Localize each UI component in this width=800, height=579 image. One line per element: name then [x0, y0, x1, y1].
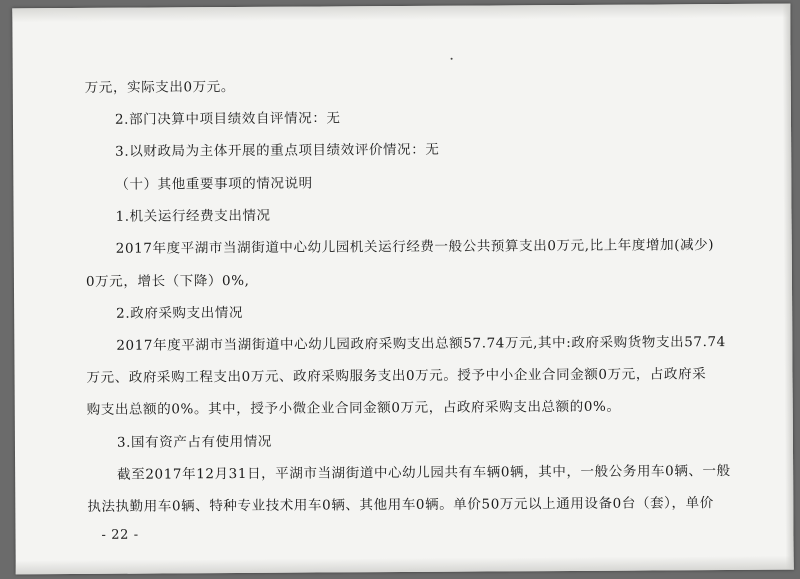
text-line: 2017年度平湖市当湖街道中心幼儿园机关运行经费一般公共预算支出0万元,比上年度增加(减少)	[115, 237, 715, 257]
section-heading: （十）其他重要事项的情况说明	[115, 175, 313, 193]
text-line: 万元、政府采购工程支出0万元、政府采购服务支出0万元。授予中小企业合同金额0万元，占政府采	[86, 366, 707, 386]
document-page	[12, 4, 793, 575]
text-line: 3.以财政局为主体开展的重点项目绩效评价情况：无	[115, 141, 440, 160]
text-line: 购支出总额的0%。其中，授予小微企业合同金额0万元，占政府采购支出总额的0%。	[86, 398, 621, 418]
text-line: 万元，实际支出0万元。	[84, 79, 236, 96]
page-number: - 22 -	[101, 527, 139, 543]
subsection-heading: 1.机关运行经费支出情况	[115, 207, 271, 225]
document-body	[12, 4, 793, 575]
text-line: 2017年度平湖市当湖街道中心幼儿园政府采购支出总额57.74万元,其中:政府采购货物支出57.74	[116, 334, 726, 354]
subsection-heading: 2.政府采购支出情况	[116, 304, 244, 322]
text-line: 执法执勤用车0辆、特种专业技术用车0辆、其他用车0辆。单价50万元以上通用设备0台（套），单价	[87, 495, 714, 515]
text-line: 0万元，增长（下降）0%,	[85, 272, 250, 290]
text-line: 截至2017年12月31日，平湖市当湖街道中心幼儿园共有车辆0辆，其中，一般公务用车0辆、一般	[117, 463, 731, 483]
subsection-heading: 3.国有资产占有使用情况	[116, 433, 273, 451]
text-line: 2.部门决算中项目绩效自评情况：无	[114, 110, 341, 128]
